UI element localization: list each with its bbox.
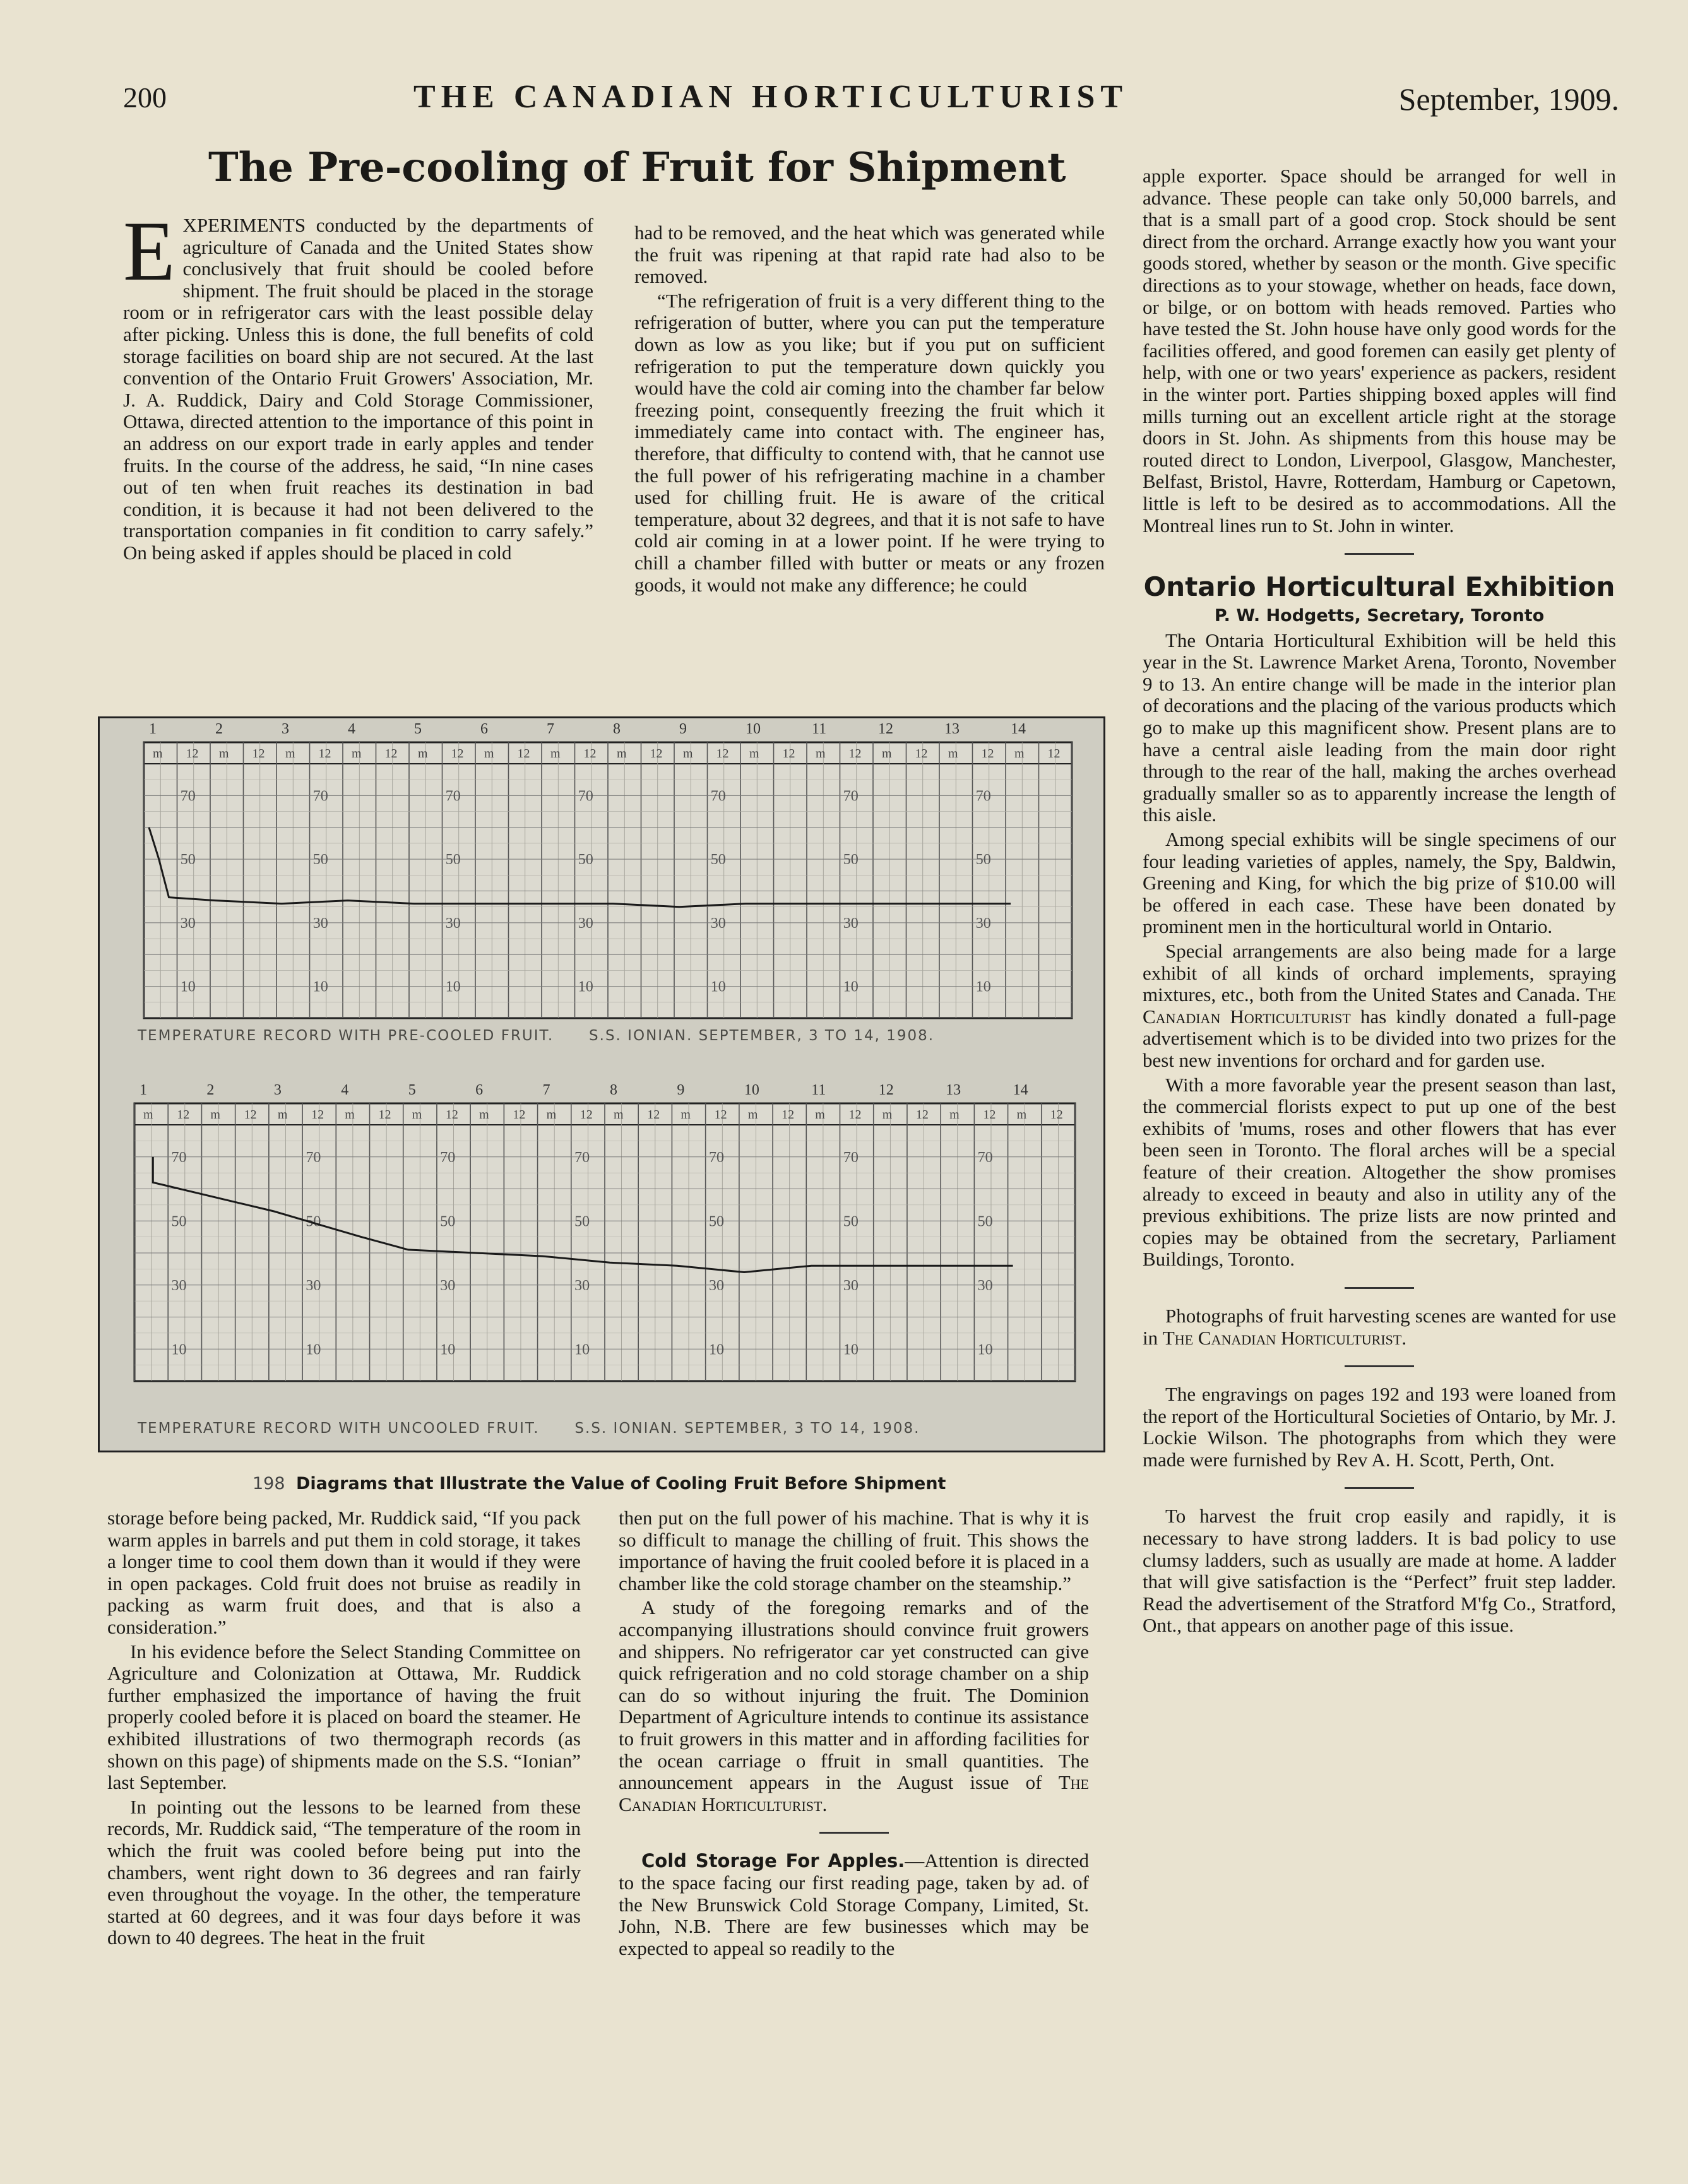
day-label: 14 (1011, 721, 1026, 737)
y-tick-label: 50 (975, 852, 991, 869)
day-label: 8 (613, 721, 621, 737)
article-paragraph: A study of the foregoing remarks and of the accompanying illustrations should convince fruit growers and shippers. No refrigerator car yet constructed can give quick refrigeration and no cold storage chamber on a ship can do so without injuring the fruit. The Dominion Department of Agriculture intends to continue its assistance to fruit growers in this matter and in affording facilities for the ocean carriage o ffruit in small quantities. The announcement appears in the August issue of The Canadian Horticulturist. (619, 1596, 1089, 1815)
y-tick-label: 30 (445, 915, 461, 932)
y-tick-label: 70 (975, 788, 991, 805)
issue-date: September, 1909. (1398, 81, 1619, 117)
day-label: 12 (878, 1082, 894, 1098)
halfday-label: 12 (318, 747, 331, 761)
y-tick-label: 30 (977, 1277, 993, 1294)
day-label: 1 (149, 721, 157, 737)
halfday-label: 12 (311, 1108, 324, 1122)
halfday-label: 12 (244, 1108, 257, 1122)
y-tick-label: 50 (708, 1213, 724, 1230)
y-tick-label: 10 (843, 978, 859, 995)
halfday-label: 12 (451, 747, 464, 761)
halfday-label: 12 (782, 1108, 795, 1122)
y-tick-label: 30 (843, 1277, 859, 1294)
y-tick-label: 10 (306, 1341, 321, 1358)
halfday-label: m (219, 747, 229, 761)
y-tick-label: 50 (574, 1213, 590, 1230)
halfday-label: m (747, 1108, 758, 1122)
article-title: The Pre-cooling of Fruit for Shipment (208, 144, 1066, 191)
halfday-label: 12 (714, 1108, 727, 1122)
section-divider (1345, 553, 1414, 555)
chart-caption-uncooled: TEMPERATURE RECORD WITH UNCOOLED FRUIT. S.S. IONIAN. SEPTEMBER, 3 TO 14, 1908. (138, 1420, 920, 1437)
halfday-label: 12 (186, 747, 199, 761)
halfday-label: 12 (384, 747, 398, 761)
halfday-label: 12 (1050, 1108, 1063, 1122)
y-tick-label: 70 (171, 1149, 187, 1166)
y-tick-label: 10 (171, 1341, 187, 1358)
article-column-2 (634, 222, 1105, 598)
halfday-label: 12 (848, 747, 862, 761)
y-tick-label: 30 (180, 915, 196, 932)
day-label: 2 (215, 721, 223, 737)
article-column-3 (1143, 165, 1616, 1639)
figure-number: 198 (253, 1474, 285, 1493)
halfday-label: 12 (513, 1108, 526, 1122)
y-tick-label: 30 (440, 1277, 456, 1294)
halfday-label: m (749, 747, 759, 761)
y-tick-label: 70 (710, 788, 726, 805)
note-paragraph: To harvest the fruit crop easily and rapidly, it is necessary to have strong ladders. It is bad policy to use clumsy ladders, such as usually are made at home. A ladder that will give satisfaction is the “Perfect” fruit step ladder. Read the advertisement of the Stratford M'fg Co., Stratford, Ont., that appears on another page of this issue. (1143, 1505, 1616, 1637)
figure-caption (253, 1474, 946, 1493)
day-label: 13 (944, 721, 960, 737)
day-label: 14 (1013, 1082, 1028, 1098)
section-divider (1345, 1287, 1414, 1289)
y-tick-label: 10 (578, 978, 593, 995)
day-label: 7 (542, 1082, 550, 1098)
y-tick-label: 70 (843, 788, 859, 805)
halfday-label: m (681, 1108, 691, 1122)
y-tick-label: 50 (578, 852, 593, 869)
y-tick-label: 30 (710, 915, 726, 932)
day-label: 10 (744, 1082, 759, 1098)
figure-caption-text: Diagrams that Illustrate the Value of Cooling Fruit Before Shipment (295, 1474, 946, 1493)
halfday-label: m (143, 1108, 153, 1122)
halfday-label: 12 (517, 747, 530, 761)
halfday-label: m (815, 1108, 825, 1122)
halfday-label: m (210, 1108, 220, 1122)
y-tick-label: 10 (440, 1341, 456, 1358)
chart-caption-precooled: TEMPERATURE RECORD WITH PRE-COOLED FRUIT. S.S. IONIAN. SEPTEMBER, 3 TO 14, 1908. (138, 1028, 935, 1044)
halfday-label: 12 (445, 1108, 458, 1122)
halfday-label: m (352, 747, 362, 761)
y-tick-label: 50 (445, 852, 461, 869)
exhibition-paragraph: The Ontaria Horticultural Exhibition will be held this year in the St. Lawrence Market Arena, Toronto, November 9 to 13. An entire change will be made in the interior plan of decorations and the placing of the various products which go to make up this magnificent show. Present plans are to have a central aisle leading from the main door right through to the rear of the hall, making the arches overhead gradually smaller so as to apparently increase the length of this aisle. (1143, 629, 1616, 826)
day-label: 9 (679, 721, 687, 737)
day-label: 10 (746, 721, 761, 737)
section-divider (1345, 1487, 1414, 1489)
halfday-label: m (948, 747, 958, 761)
day-label: 5 (414, 721, 422, 737)
halfday-label: 12 (580, 1108, 593, 1122)
y-tick-label: 30 (843, 915, 859, 932)
halfday-label: 12 (252, 747, 265, 761)
y-tick-label: 30 (312, 915, 328, 932)
day-label: 7 (547, 721, 554, 737)
y-tick-label: 10 (710, 978, 726, 995)
y-tick-label: 50 (440, 1213, 456, 1230)
article-paragraph: then put on the full power of his machine. That is why it is so difficult to manage the chilling of fruit. This shows the importance of having the fruit cooled before it is placed in a chamber like the cold storage chamber on the steamship.” (619, 1507, 1089, 1594)
y-tick-label: 70 (312, 788, 328, 805)
day-label: 6 (475, 1082, 484, 1098)
article-paragraph: EXPERIMENTS conducted by the departments of agriculture of Canada and the United States show conclusively that fruit should be cooled before shipment. The fruit should be placed in the storage room or in refrigerator cars with the least possible delay after picking. Unless this is done, the full benefits of cold storage facilities on board ship are not secured. At the last convention of the Ontario Fruit Growers' Association, Mr. J. A. Ruddick, Dairy and Cold Storage Commissioner, Ottawa, directed attention to the importance of this point in an address on our export trade in early apples and tender fruits. In the course of the address, he said, “In nine cases out of ten when fruit reaches its destination in bad condition, it is because it had not been delivered to the transportation companies in fit condition to carry safely.” On being asked if apples should be placed in cold (123, 205, 593, 564)
halfday-label: m (617, 747, 627, 761)
y-tick-label: 50 (710, 852, 726, 869)
halfday-label: m (285, 747, 295, 761)
halfday-label: 12 (1047, 747, 1061, 761)
day-label: 1 (140, 1082, 147, 1098)
halfday-label: 12 (915, 1108, 929, 1122)
thermograph-chart-precooled (100, 718, 1103, 1056)
y-tick-label: 50 (843, 1213, 859, 1230)
article-paragraph: In his evidence before the Select Standing Committee on Agriculture and Colonization at Ottawa, Mr. Ruddick further emphasized the importance of having the fruit properly cooled before it is placed on board the steamer. He exhibited illustrations of two thermograph records (as shown on this page) of shipments made on the S.S. “Ionian” last September. (107, 1640, 581, 1794)
halfday-label: m (277, 1108, 288, 1122)
day-label: 6 (480, 721, 488, 737)
y-tick-label: 70 (578, 788, 593, 805)
exhibition-paragraph: With a more favorable year the present season than last, the commercial florists expect to put up one of the best exhibits of 'mums, roses and other flowers that has ever been seen in Toronto. The floral arches will be a special feature of their creation. Altogether the show promises already to exceed in beauty and also in utility any of the previous exhibitions. The prize lists are now printed and copies may be obtained from the secretary, Parliament Buildings, Toronto. (1143, 1073, 1616, 1271)
section-divider (1345, 1365, 1414, 1367)
halfday-label: m (816, 747, 826, 761)
halfday-label: 12 (915, 747, 928, 761)
day-label: 9 (677, 1082, 685, 1098)
halfday-label: m (479, 1108, 489, 1122)
halfday-label: m (418, 747, 428, 761)
halfday-label: 12 (983, 1108, 996, 1122)
y-tick-label: 30 (975, 915, 991, 932)
y-tick-label: 70 (180, 788, 196, 805)
y-tick-label: 30 (171, 1277, 187, 1294)
day-label: 2 (206, 1082, 215, 1098)
y-tick-label: 70 (440, 1149, 456, 1166)
halfday-label: 12 (848, 1108, 862, 1122)
article-column-1-lower (107, 1507, 581, 1952)
halfday-label: 12 (782, 747, 795, 761)
exhibition-paragraph: Special arrangements are also being made for a large exhibit of all kinds of orchard implements, spraying mixtures, etc., both from the United States and Canada. The Canadian Horticulturist has kindly donated a full-page advertisement which is to be divided into two prizes for the best new inventions for orchard and for garden use. (1143, 940, 1616, 1071)
magazine-title: THE CANADIAN HORTICULTURIST (413, 79, 1129, 115)
page-header (123, 81, 1619, 125)
day-label: 4 (348, 721, 355, 737)
halfday-label: 12 (716, 747, 729, 761)
halfday-label: m (1014, 747, 1025, 761)
halfday-label: m (345, 1108, 355, 1122)
article-paragraph: had to be removed, and the heat which was generated while the fruit was ripening at that rapid rate had also to be removed. (634, 222, 1105, 288)
day-label: 11 (812, 721, 827, 737)
day-label: 13 (946, 1082, 961, 1098)
y-tick-label: 10 (975, 978, 991, 995)
y-tick-label: 50 (843, 852, 859, 869)
halfday-label: 12 (583, 747, 597, 761)
halfday-label: 12 (981, 747, 994, 761)
halfday-label: 12 (378, 1108, 391, 1122)
y-tick-label: 70 (574, 1149, 590, 1166)
y-tick-label: 30 (708, 1277, 724, 1294)
day-label: 4 (341, 1082, 349, 1098)
day-label: 12 (878, 721, 893, 737)
y-tick-label: 70 (306, 1149, 321, 1166)
day-label: 8 (610, 1082, 617, 1098)
halfday-label: 12 (650, 747, 663, 761)
article-paragraph: storage before being packed, Mr. Ruddick said, “If you pack warm apples in barrels and put them in cold storage, it takes a longer time to cool them down than it would if they were in open packages. Cold fruit does not bruise as readily in packing as warm fruit does, and that is also a consideration.” (107, 1507, 581, 1638)
article-column-2-lower (619, 1507, 1089, 1962)
y-tick-label: 70 (708, 1149, 724, 1166)
exhibition-byline: P. W. Hodgetts, Secretary, Toronto (1214, 606, 1545, 626)
y-tick-label: 30 (306, 1277, 321, 1294)
article-column-1 (123, 205, 593, 567)
y-tick-label: 70 (445, 788, 461, 805)
y-tick-label: 70 (843, 1149, 859, 1166)
section-divider (819, 1832, 889, 1834)
thermograph-figure (98, 716, 1105, 1452)
halfday-label: m (882, 747, 892, 761)
day-label: 3 (282, 721, 289, 737)
halfday-label: m (614, 1108, 624, 1122)
halfday-label: m (949, 1108, 960, 1122)
y-tick-label: 30 (574, 1277, 590, 1294)
halfday-label: m (882, 1108, 893, 1122)
halfday-label: m (153, 747, 163, 761)
day-label: 5 (408, 1082, 416, 1098)
article-paragraph: apple exporter. Space should be arranged for well in advance. These people can take only 50,000 barrels, and that is a small part of a good crop. Stock should be sent direct from the orchard. Arrange exactly how you want your goods stored, whether by season or the month. Give specific directions as to your stowage, whether on heads, face down, or bilge, or on bottom with heads removed. Parties who have tested the St. John house have only good words for the facilities offered, and good foremen can easily get plenty of help, with one or two years' experience as packers, resident in the winter port. Parties shipping boxed apples will find mills turning out an excellent article right at the storage doors in St. John. As shipments from this house may be routed direct to London, Liverpool, Glasgow, Manchester, Belfast, Bristol, Havre, Rotterdam, Hamburg or Capetown, little is left to be desired as to accommodations. All the Montreal lines run to St. John in winter. (1143, 165, 1616, 537)
y-tick-label: 70 (977, 1149, 993, 1166)
halfday-label: m (412, 1108, 422, 1122)
note-paragraph: The engravings on pages 192 and 193 were loaned from the report of the Horticultural Societies of Ontario, by Mr. J. Lockie Wilson. The photographs from which they were made were furnished by Rev A. H. Scott, Perth, Ont. (1143, 1383, 1616, 1471)
y-tick-label: 30 (578, 915, 593, 932)
page-number: 200 (123, 81, 167, 114)
drop-cap: E (123, 205, 175, 299)
y-tick-label: 10 (977, 1341, 993, 1358)
note-paragraph: Photographs of fruit harvesting scenes are wanted for use in The Canadian Horticulturist. (1143, 1304, 1616, 1349)
y-tick-label: 50 (312, 852, 328, 869)
y-tick-label: 10 (445, 978, 461, 995)
thermograph-chart-uncooled (100, 1072, 1103, 1416)
day-label: 11 (811, 1082, 826, 1098)
halfday-label: m (546, 1108, 557, 1122)
day-label: 3 (273, 1082, 282, 1098)
article-paragraph: Cold Storage For Apples.—Attention is directed to the space facing our first reading page, taken by ad. of the New Brunswick Cold Storage Company, Limited, St. John, N.B. There are few businesses which may be expected to appeal so readily to the (619, 1849, 1090, 1959)
halfday-label: 12 (177, 1108, 190, 1122)
y-tick-label: 10 (180, 978, 196, 995)
y-tick-label: 50 (306, 1213, 321, 1230)
y-tick-label: 50 (180, 852, 196, 869)
halfday-label: 12 (647, 1108, 660, 1122)
article-paragraph: In pointing out the lessons to be learned from these records, Mr. Ruddick said, “The temperature of the room in which the fruit was cooled before being put into the chambers, went right down to 36 degrees and ran fairly even throughout the voyage. In the other, the temperature started at 60 degrees, and it was four days before it was down to 40 degrees. The heat in the fruit (107, 1795, 581, 1949)
cold-storage-heading: Cold Storage For Apples. (641, 1850, 905, 1872)
y-tick-label: 50 (171, 1213, 187, 1230)
y-tick-label: 10 (312, 978, 328, 995)
y-tick-label: 10 (843, 1341, 859, 1358)
exhibition-heading: Ontario Horticultural Exhibition (1143, 571, 1615, 603)
halfday-label: m (550, 747, 561, 761)
exhibition-paragraph: Among special exhibits will be single specimens of our four leading varieties of apples, namely, the Spy, Baldwin, Greening and King, for which the big prize of $10.00 will be offered in each case. These have been donated by prominent men in the horticultural world in Ontario. (1143, 828, 1616, 938)
y-tick-label: 10 (574, 1341, 590, 1358)
halfday-label: m (683, 747, 693, 761)
y-tick-label: 10 (708, 1341, 724, 1358)
y-tick-label: 50 (977, 1213, 993, 1230)
article-paragraph: “The refrigeration of fruit is a very different thing to the refrigeration of butter, where you can put the temperature down as low as you like; but if you put on sufficient refrigeration to put the temperature down quickly you would have the cold air coming into the chamber far below freezing point, consequently freezing the fruit which it immediately came into contact with. The engineer has, therefore, that difficulty to contend with, that he cannot use the full power of his refrigerating machine in a chamber used for chilling fruit. He is aware of the critical temperature, about 32 degrees, and that it is not safe to have cold air coming in at a lower point. If he were trying to chill a chamber filled with butter or meats or any frozen goods, it would not make any difference; he could (634, 289, 1105, 596)
halfday-label: m (1016, 1108, 1027, 1122)
halfday-label: m (484, 747, 494, 761)
